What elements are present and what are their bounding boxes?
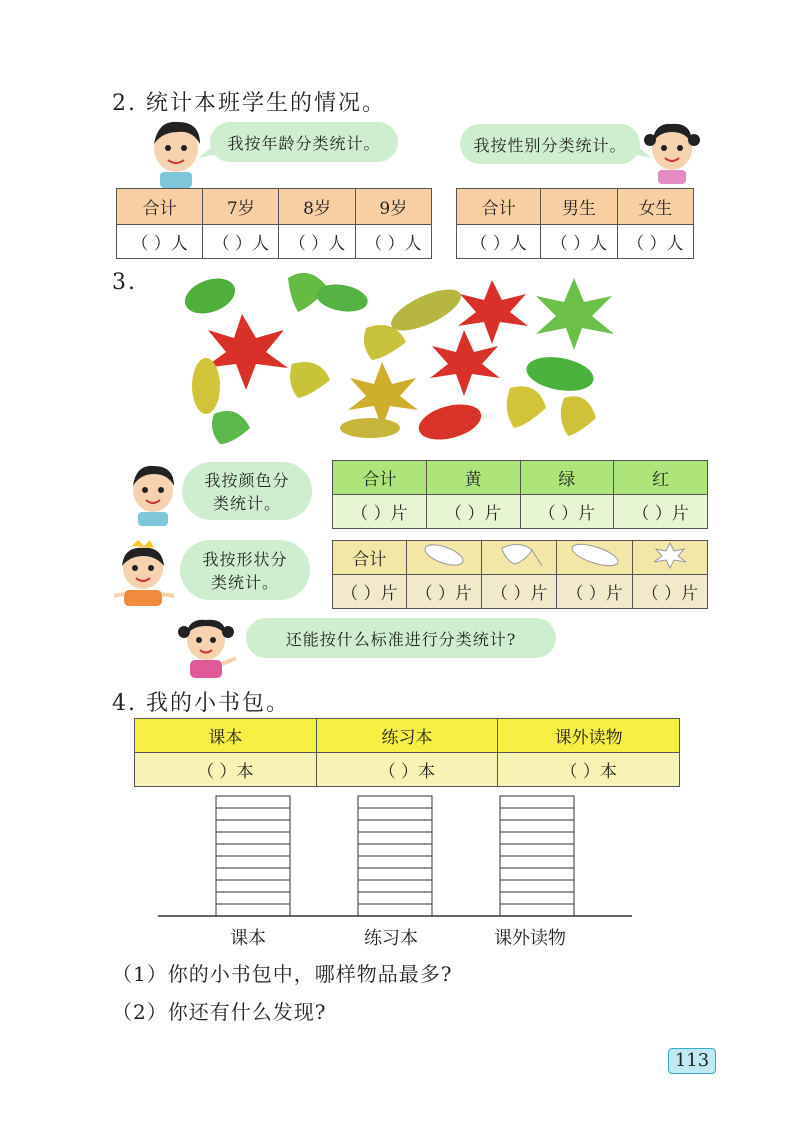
grid-cell[interactable] — [358, 820, 432, 832]
green-ginkgo-leaf-icon — [212, 411, 250, 444]
grid-column-exercise — [358, 796, 432, 916]
shape-cell-ginkgo[interactable]: （ ）片 — [481, 575, 556, 609]
yellow-elm-leaf-icon — [386, 281, 467, 338]
color-header-green: 绿 — [520, 461, 614, 495]
grid-cell[interactable] — [358, 832, 432, 844]
color-header-red: 红 — [614, 461, 708, 495]
gender-header-boys: 男生 — [541, 189, 617, 225]
green-poplar-leaf-icon — [180, 272, 240, 320]
color-header-yellow: 黄 — [426, 461, 520, 495]
bubble-gender — [460, 124, 640, 164]
bag-table — [134, 718, 680, 787]
bag-cell-exercise[interactable]: （ ）本 — [316, 753, 498, 787]
section2-heading: 2. 统计本班学生的情况。 — [112, 91, 386, 116]
grid-cell[interactable] — [500, 904, 574, 916]
color-header-total: 合计 — [333, 461, 427, 495]
grid-cell[interactable] — [500, 820, 574, 832]
age-cell-total[interactable]: （ ）人 — [117, 225, 203, 259]
chart-label-extra-reading: 课外读物 — [494, 928, 566, 949]
yellow-ginkgo-leaf-icon — [290, 362, 330, 398]
elm-leaf-icon — [567, 542, 623, 568]
red-poplar-leaf-icon — [415, 398, 485, 445]
gender-cell-boys[interactable]: （ ）人 — [541, 225, 617, 259]
age-cell-7[interactable]: （ ）人 — [203, 225, 279, 259]
ginkgo-leaf-icon — [494, 542, 544, 568]
shape-header-elm — [557, 541, 633, 575]
age-cell-8[interactable]: （ ）人 — [279, 225, 355, 259]
age-header-9: 9岁 — [355, 189, 431, 225]
bubble-gender-text: 我按性别分类统计。 — [473, 135, 627, 155]
bag-header-extra-reading: 课外读物 — [498, 719, 680, 753]
shape-cell-total[interactable]: （ ）片 — [333, 575, 407, 609]
bubble-color — [182, 462, 312, 520]
bag-header-textbook: 课本 — [135, 719, 317, 753]
grid-cell[interactable] — [216, 844, 290, 856]
age-cell-9[interactable]: （ ）人 — [355, 225, 431, 259]
bag-cell-textbook[interactable]: （ ）本 — [135, 753, 317, 787]
chart-label-exercise: 练习本 — [364, 928, 418, 949]
grid-cell[interactable] — [216, 856, 290, 868]
bubble-shape — [180, 540, 310, 600]
yellow-poplar-leaf-icon — [340, 418, 400, 438]
yellow-ginkgo-leaf-icon — [507, 386, 546, 428]
yellow-ginkgo-leaf-icon — [561, 396, 596, 436]
grid-cell[interactable] — [358, 868, 432, 880]
grid-cell[interactable] — [358, 880, 432, 892]
bubble-question-text: 还能按什么标准进行分类统计? — [285, 629, 517, 649]
bubble-shape-line2: 类统计。 — [210, 573, 279, 592]
bubble-color-line2: 类统计。 — [212, 494, 281, 513]
poplar-leaf-icon — [419, 543, 469, 567]
grid-cell[interactable] — [216, 832, 290, 844]
color-table — [332, 460, 708, 529]
leaves-illustration — [180, 268, 620, 448]
girl-avatar — [110, 540, 176, 610]
grid-cell[interactable] — [216, 868, 290, 880]
red-maple-leaf-icon — [458, 280, 528, 344]
bubble-age-text: 我按年龄分类统计。 — [227, 133, 381, 153]
gender-header-total: 合计 — [457, 189, 541, 225]
color-cell-total[interactable]: （ ）片 — [333, 495, 427, 529]
grid-cell[interactable] — [358, 844, 432, 856]
shape-cell-poplar[interactable]: （ ）片 — [406, 575, 481, 609]
girl-avatar — [644, 118, 700, 184]
shape-table — [332, 540, 708, 609]
grid-cell[interactable] — [500, 856, 574, 868]
grid-cell[interactable] — [358, 892, 432, 904]
grid-cell[interactable] — [216, 892, 290, 904]
red-maple-leaf-icon — [430, 330, 500, 396]
yellow-maple-leaf-icon — [348, 362, 418, 428]
age-header-8: 8岁 — [279, 189, 355, 225]
age-table — [116, 188, 432, 259]
grid-cell[interactable] — [216, 796, 290, 808]
yellow-poplar-leaf-icon — [192, 358, 220, 414]
bubble-color-line1: 我按颜色分 — [204, 471, 290, 490]
color-cell-yellow[interactable]: （ ）片 — [426, 495, 520, 529]
bubble-question — [246, 618, 556, 658]
shape-cell-elm[interactable]: （ ）片 — [557, 575, 633, 609]
gender-cell-total[interactable]: （ ）人 — [457, 225, 541, 259]
gender-header-girls: 女生 — [617, 189, 693, 225]
grid-cell[interactable] — [358, 904, 432, 916]
grid-column-textbook — [216, 796, 290, 916]
question-2: （2）你还有什么发现? — [112, 1000, 327, 1024]
chart-label-textbook: 课本 — [230, 928, 266, 949]
question-1: （1）你的小书包中，哪样物品最多? — [112, 962, 453, 986]
grid-cell[interactable] — [358, 796, 432, 808]
grid-cell[interactable] — [500, 808, 574, 820]
grid-cell[interactable] — [500, 796, 574, 808]
bag-bar-grid — [150, 790, 640, 924]
section3-heading: 3. — [112, 270, 137, 295]
grid-cell[interactable] — [358, 856, 432, 868]
age-header-7: 7岁 — [203, 189, 279, 225]
grid-cell[interactable] — [500, 868, 574, 880]
bag-header-exercise: 练习本 — [316, 719, 498, 753]
shape-header-poplar — [406, 541, 481, 575]
maple-leaf-icon — [650, 541, 690, 569]
bubble-tail-icon — [198, 140, 218, 160]
shape-header-ginkgo — [481, 541, 556, 575]
color-cell-red[interactable]: （ ）片 — [614, 495, 708, 529]
grid-cell[interactable] — [216, 808, 290, 820]
shape-header-maple — [632, 541, 707, 575]
grid-cell[interactable] — [358, 808, 432, 820]
green-poplar-leaf-icon — [524, 352, 597, 395]
shape-header-total: 合计 — [333, 541, 407, 575]
grid-column-extra-reading — [500, 796, 574, 916]
section4-heading: 4. 我的小书包。 — [112, 691, 290, 716]
grid-cell[interactable] — [216, 904, 290, 916]
bag-cell-extra-reading[interactable]: （ ）本 — [498, 753, 680, 787]
bubble-shape-line1: 我按形状分 — [202, 550, 288, 569]
age-header-total: 合计 — [117, 189, 203, 225]
bubble-age — [210, 122, 398, 162]
grid-cell[interactable] — [500, 844, 574, 856]
green-maple-leaf-icon — [536, 278, 614, 350]
grid-cell[interactable] — [216, 880, 290, 892]
grid-cell[interactable] — [500, 880, 574, 892]
page-number: 113 — [668, 1048, 716, 1074]
shape-cell-maple[interactable]: （ ）片 — [632, 575, 707, 609]
girl-avatar — [176, 614, 240, 684]
boy-avatar — [126, 462, 180, 526]
gender-table — [456, 188, 694, 259]
grid-cell[interactable] — [500, 892, 574, 904]
grid-cell[interactable] — [500, 832, 574, 844]
color-cell-green[interactable]: （ ）片 — [520, 495, 614, 529]
gender-cell-girls[interactable]: （ ）人 — [617, 225, 693, 259]
grid-cell[interactable] — [216, 820, 290, 832]
